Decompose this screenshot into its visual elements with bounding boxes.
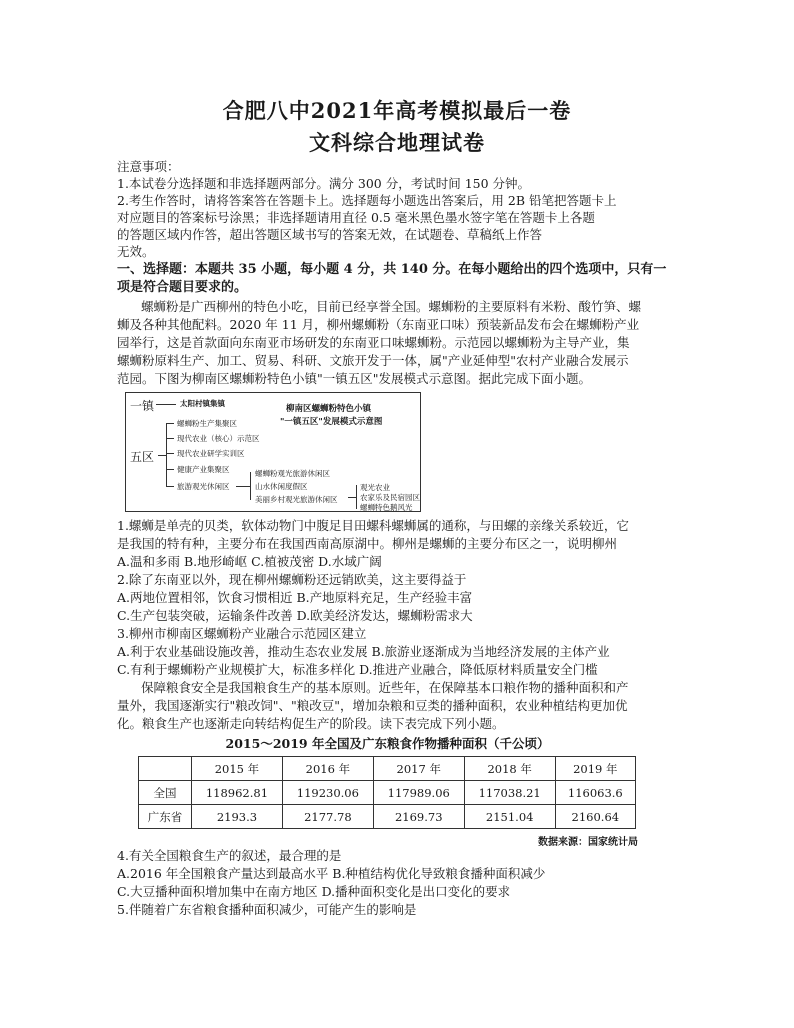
subzone-label: 螺蛳粉观光旅游休闲区: [255, 469, 330, 478]
value-cell: 117989.06: [373, 781, 464, 805]
table-row: [139, 805, 636, 829]
passage-line: 蛳及各种其他配料。2020 年 11 月，柳州螺蛳粉（东南亚口味）预装新品发布会在螺蛳粉产业: [117, 317, 640, 332]
town-zone-diagram: [125, 392, 421, 512]
connector: [166, 486, 174, 487]
connector: [166, 469, 174, 470]
value-cell: 2151.04: [464, 805, 555, 829]
value-cell: 118962.81: [192, 781, 283, 805]
section-heading: 一、选择题：本题共 35 小题，每小题 4 分，共 140 分。在每小题给出的四个选项中，只有一: [117, 262, 667, 277]
passage-line: 螺蛳粉原料生产、加工、贸易、科研、文旅开发于一体，属"产业延伸型"农村产业融合发展示: [117, 353, 629, 368]
question-line: 是我国的特有种，主要分布在我国西南高原湖中。柳州是螺蛳的主要分布区之一，说明柳州: [117, 536, 618, 551]
region-cell: 全国: [139, 781, 192, 805]
subitem-label: 观光农业: [360, 483, 390, 492]
subzone-label: 山水休闲度假区: [255, 482, 308, 491]
year-header: 2018 年: [464, 757, 555, 781]
option-line: C.有利于螺蛳粉产业规模扩大，标准多样化 D.推进产业融合，降低原材料质量安全门槛: [117, 662, 598, 677]
passage-line: 保障粮食安全是我国粮食生产的基本原则。近些年，在保障基本口粮作物的播种面积和产: [141, 680, 629, 695]
question-line: 4.有关全国粮食生产的叙述，最合理的是: [117, 848, 342, 863]
region-cell: 广东省: [139, 805, 192, 829]
value-cell: 2177.78: [282, 805, 373, 829]
note-line: 无效。: [117, 244, 155, 259]
section-heading: 项是符合题目要求的。: [117, 280, 248, 295]
connector: [236, 486, 250, 487]
note-line: 对应题目的答案标号涂黑；非选择题请用直径 0.5 毫米黑色墨水签字笔在答题卡上各题: [117, 210, 595, 225]
value-cell: 2193.3: [192, 805, 283, 829]
note-line: 2.考生作答时，请将答案答在答题卡上。选择题每小题选出答案后，用 2B 铅笔把答题卡上: [117, 193, 617, 208]
option-line: A.2016 年全国粮食产量达到最高水平 B.种植结构优化导致粮食播种面积减少: [117, 866, 546, 881]
subzone-label: 美丽乡村观光旅游休闲区: [255, 495, 338, 504]
value-cell: 116063.6: [555, 781, 635, 805]
value-cell: 117038.21: [464, 781, 555, 805]
passage-line: 园举行，这是首款面向东南亚市场研发的东南亚口味螺蛳粉。示范园以螺蛳粉为主导产业，集: [117, 335, 630, 350]
year-header: 2015 年: [192, 757, 283, 781]
passage-line: 量外，我国逐渐实行"粮改饲"、"粮改豆"，增加杂粮和豆类的播种面积，农业种植结构更加优: [117, 698, 628, 713]
connector: [166, 423, 174, 424]
option-line: C.生产包装突破，运输条件改善 D.欧美经济发达，螺蛳粉需求大: [117, 608, 473, 623]
question-line: 5.伴随着广东省粮食播种面积减少，可能产生的影响是: [117, 902, 417, 917]
zone-label: 螺蛳粉生产集聚区: [177, 419, 237, 428]
diagram-subheading: "一镇五区"发展模式示意图: [280, 417, 383, 427]
passage-line: 螺蛳粉是广西柳州的特色小吃，目前已经享誉全国。螺蛳粉的主要原料有米粉、酸竹笋、螺: [141, 299, 642, 314]
sowing-area-table: [135, 732, 640, 848]
subitem-label: 螺蛳特色鹅风光: [360, 503, 413, 512]
bracket: [356, 485, 357, 509]
town-label: 太阳村镇集镇: [180, 399, 225, 408]
question-line: 1.螺蛳是单壳的贝类，软体动物门中腹足目田螺科螺蛳属的通称，与田螺的亲缘关系较近，它: [117, 518, 629, 533]
value-cell: 119230.06: [282, 781, 373, 805]
zone-label: 旅游观光休闲区: [177, 482, 230, 491]
connector: [158, 455, 166, 456]
option-line: A.温和多雨 B.地形崎岖 C.植被茂密 D.水域广阔: [117, 554, 382, 569]
question-line: 2.除了东南亚以外，现在柳州螺蛳粉还远销欧美，这主要得益于: [117, 572, 467, 587]
year-header: 2016 年: [282, 757, 373, 781]
bracket: [166, 423, 167, 487]
exam-subtitle: 文科综合地理试卷: [309, 130, 485, 155]
question-line: 3.柳州市柳南区螺蛳粉产业融合示范园区建立: [117, 626, 367, 641]
table-row: [139, 781, 636, 805]
bracket: [250, 472, 251, 500]
notes-heading: 注意事项：: [117, 159, 180, 174]
value-cell: 2169.73: [373, 805, 464, 829]
exam-title: 合肥八中2021年高考模拟最后一卷: [222, 98, 572, 123]
connector: [166, 438, 174, 439]
year-header: 2019 年: [555, 757, 635, 781]
subitem-label: 农家乐及民宿园区: [360, 493, 420, 502]
table-title: 2015～2019 年全国及广东粮食作物播种面积（千公顷）: [225, 736, 550, 751]
value-cell: 2160.64: [555, 805, 635, 829]
passage-line: 范园。下图为柳南区螺蛳粉特色小镇"一镇五区"发展模式示意图。据此完成下面小题。: [117, 371, 592, 386]
connector: [156, 404, 176, 405]
connector: [166, 453, 174, 454]
table-header-row: [139, 757, 636, 781]
table-source: 数据来源：国家统计局: [538, 837, 638, 848]
year-header: 2017 年: [373, 757, 464, 781]
diagram-heading: 柳南区螺蛳粉特色小镇: [286, 404, 372, 414]
data-table: [138, 756, 636, 829]
note-line: 的答题区域内作答，超出答题区域书写的答案无效，在试题卷、草稿纸上作答: [117, 227, 543, 242]
passage-line: 化。粮食生产也逐渐走向转结构促生产的阶段。读下表完成下列小题。: [117, 716, 505, 731]
note-line: 1.本试卷分选择题和非选择题两部分。满分 300 分，考试时间 150 分钟。: [117, 176, 531, 191]
option-line: A.利于农业基础设施改善，推动生态农业发展 B.旅游业逐渐成为当地经济发展的主体产业: [117, 644, 610, 659]
zone-label: 现代农业研学实训区: [177, 449, 245, 458]
table-corner-cell: [139, 757, 192, 781]
diagram-label-wuqu: 五区: [130, 450, 155, 464]
option-line: A.两地位置相邻，饮食习惯相近 B.产地原料充足，生产经验丰富: [117, 590, 473, 605]
connector: [348, 497, 356, 498]
zone-label: 现代农业（核心）示范区: [177, 434, 260, 443]
zone-label: 健康产业集聚区: [177, 465, 230, 474]
option-line: C.大豆播种面积增加集中在南方地区 D.播种面积变化是出口变化的要求: [117, 884, 511, 899]
diagram-label-yizhen: 一镇: [130, 399, 155, 413]
